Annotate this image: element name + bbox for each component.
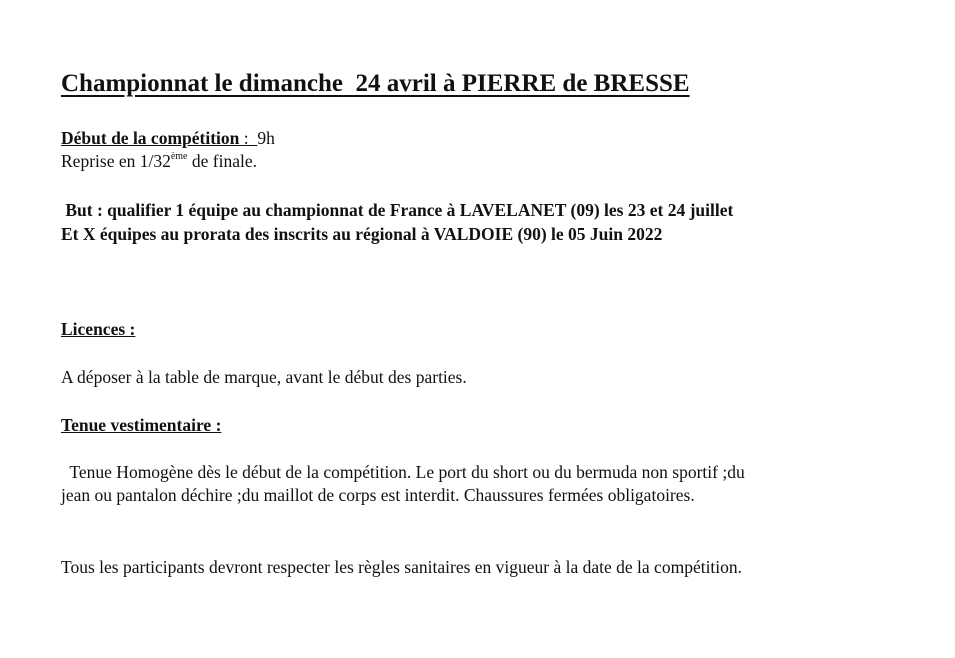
dress-code-line-1: Tenue Homogène dès le début de la compétition. Le port du short ou du bermuda non sportif ;du	[61, 462, 745, 482]
reprise-text-before: Reprise en 1/32	[61, 151, 171, 171]
goal-line-1: But : qualifier 1 équipe au championnat de France à LAVELANET (09) les 23 et 24 juillet	[61, 200, 734, 220]
sanitary-rules-text: Tous les participants devront respecter les règles sanitaires en vigueur à la date de la compétition.	[61, 557, 743, 577]
start-time-separator: :	[243, 128, 258, 148]
dress-code-heading: Tenue vestimentaire :	[61, 415, 222, 435]
reprise-superscript: ème	[170, 151, 188, 162]
reprise-text-after: de finale.	[187, 151, 257, 171]
start-time-label: Début de la compétition	[61, 128, 244, 148]
page-title: Championnat le dimanche 24 avril à PIERRE de BRESSE	[61, 70, 690, 97]
start-time-line	[61, 127, 275, 150]
reprise-line	[61, 150, 257, 173]
dress-code-line-2: jean ou pantalon déchire ;du maillot de corps est interdit. Chaussures fermées obligatoires.	[61, 485, 695, 505]
licences-text: A déposer à la table de marque, avant le début des parties.	[61, 367, 467, 387]
start-time-value: 9h	[257, 128, 275, 148]
goal-line-2: Et X équipes au prorata des inscrits au régional à VALDOIE (90) le 05 Juin 2022	[61, 224, 663, 244]
licences-heading: Licences :	[61, 319, 136, 339]
